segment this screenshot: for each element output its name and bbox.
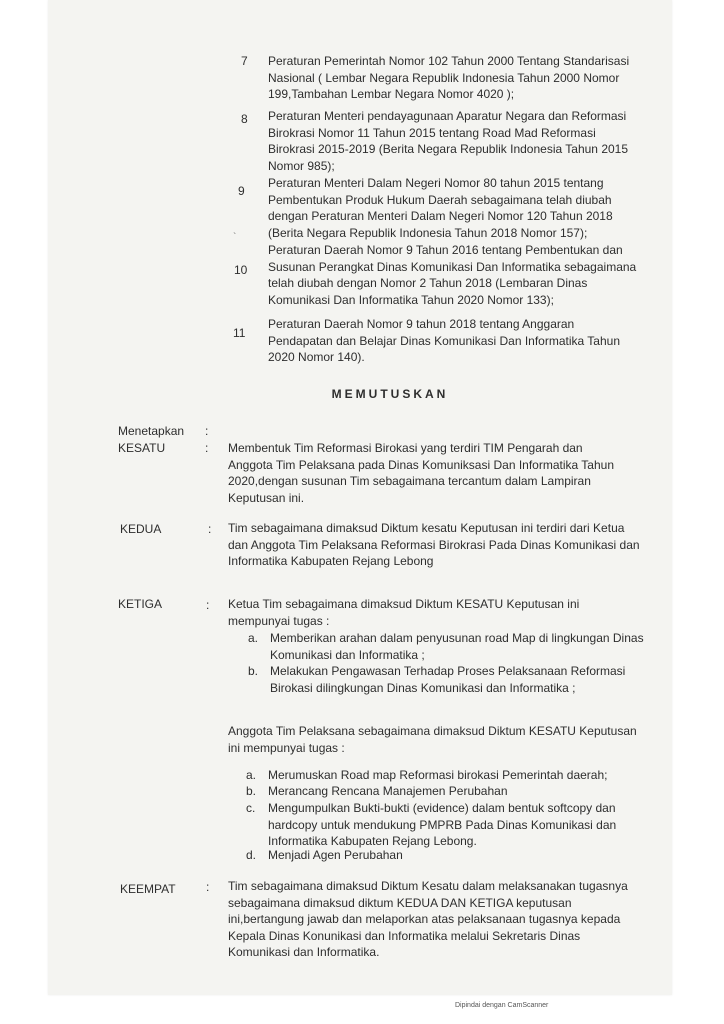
kedua-text <box>228 520 640 570</box>
paragraph-line: 2020,dengan susunan Tim sebagaimana tercantum dalam Lampiran <box>228 474 591 488</box>
keempat-text <box>228 878 648 961</box>
consideration-number: 11 <box>233 326 246 340</box>
list-letter: d. <box>246 848 257 862</box>
consideration-line: Peraturan Daerah Nomor 9 tahun 2018 tentang Anggaran <box>268 317 575 331</box>
consideration-line: Peraturan Pemerintah Nomor 102 Tahun 2000 Tentang Standarisasi <box>268 54 630 68</box>
item-line: Merancang Rencana Manajemen Perubahan <box>268 784 508 798</box>
list-item <box>248 663 648 697</box>
consideration-line: Birokrasi 2015-2019 (Berita Negara Republik Indonesia Tahun 2015 <box>268 142 629 156</box>
item-line: Memberikan arahan dalam penyusunan road Map di lingkungan Dinas <box>270 631 644 645</box>
list-item <box>246 847 646 864</box>
paragraph-line: Informatika Kabupaten Rejang Lebong <box>228 554 434 568</box>
colon: : <box>205 441 209 455</box>
kedua-label: KEDUA <box>120 522 162 536</box>
consideration-line: 199,Tambahan Lembar Negara Nomor 4020 ); <box>268 87 515 101</box>
ketiga-intro-2 <box>228 723 640 756</box>
item-line: hardcopy untuk mendukung PMPRB Pada Dinas Komunikasi dan <box>268 817 617 832</box>
paragraph-line: Ketua Tim sebagaimana dimaksud Diktum KESATU Keputusan ini <box>228 597 580 611</box>
colon: : <box>206 880 210 894</box>
paragraph-line: Kepala Dinas Konunikasi dan Informatika melalui Sekretaris Dinas <box>228 928 581 943</box>
consideration-line: Nasional ( Lembar Negara Republik Indonesia Tahun 2000 Nomor <box>268 70 620 85</box>
decision-heading: MEMUTUSKAN <box>331 387 449 401</box>
consideration-item <box>268 316 640 366</box>
list-item <box>246 783 646 800</box>
list-item-text <box>270 663 625 696</box>
consideration-number: 10 <box>234 263 248 277</box>
item-line: Komunikasi dan Informatika ; <box>270 647 425 662</box>
consideration-line: dengan Peraturan Menteri Dalam Negeri Nomor 120 Tahun 2018 <box>268 209 613 223</box>
consideration-line: 2020 Nomor 140). <box>268 350 365 364</box>
paragraph-line: Komunikasi dan Informatika. <box>228 945 380 959</box>
ketiga-label: KETIGA <box>118 597 163 611</box>
ketiga-intro <box>228 596 640 629</box>
list-item <box>248 630 648 664</box>
consideration-line: Peraturan Menteri pendayagunaan Aparatur Negara dan Reformasi <box>268 109 627 123</box>
consideration-line: Pendapatan dan Belajar Dinas Komunikasi Dan Informatika Tahun <box>268 333 620 348</box>
paragraph-line: Tim sebagaimana dimaksud Diktum kesatu Keputusan ini terdiri dari Ketua <box>228 521 625 535</box>
paragraph-line: Anggota Tim Pelaksana sebagaimana dimaksud Diktum KESATU Keputusan <box>228 724 637 738</box>
paragraph-line: sebagaimana dimaksud diktum KEDUA DAN KETIGA keputusan <box>228 895 572 910</box>
consideration-line: (Berita Negara Republik Indonesia Tahun 2018 Nomor 157); <box>268 225 588 240</box>
list-letter: b. <box>248 664 259 678</box>
item-line: Merumuskan Road map Reformasi birokasi Pemerintah daerah; <box>268 768 608 782</box>
list-item <box>246 800 646 850</box>
list-item-text <box>268 800 616 850</box>
list-letter: a. <box>248 631 259 645</box>
item-line: Menjadi Agen Perubahan <box>268 848 403 862</box>
consideration-line: Birokrasi Nomor 11 Tahun 2015 tentang Road Mad Reformasi <box>268 125 596 140</box>
list-item-text <box>268 783 508 800</box>
consideration-item <box>268 53 640 103</box>
paragraph-line: ini mempunyai tugas : <box>228 740 345 755</box>
item-line: Informatika Kabupaten Rejang Lebong. <box>268 834 477 848</box>
colon: : <box>208 522 212 536</box>
paragraph-line: mempunyai tugas : <box>228 613 330 628</box>
item-line: Melakukan Pengawasan Terhadap Proses Pelaksanaan Reformasi <box>270 664 626 678</box>
scan-mark: ` <box>233 232 237 243</box>
paragraph-line: Keputusan ini. <box>228 490 305 505</box>
list-letter: b. <box>246 784 257 798</box>
colon: : <box>205 424 209 438</box>
list-item-text <box>268 847 403 864</box>
list-item <box>246 767 646 784</box>
consideration-number: 8 <box>241 112 248 126</box>
consideration-line: Susunan Perangkat Dinas Komunikasi Dan Informatika sebagaimana <box>268 259 637 274</box>
menetapkan-label: Menetapkan <box>118 424 185 438</box>
list-letter: c. <box>246 801 256 815</box>
paragraph-line: Tim sebagaimana dimaksud Diktum Kesatu dalam melaksanakan tugasnya <box>228 879 628 893</box>
consideration-number: 7 <box>241 54 248 68</box>
consideration-line: Komunikasi Dan Informatika Tahun 2020 Nomor 133); <box>268 292 554 307</box>
paragraph-line: Membentuk Tim Reformasi Birokasi yang terdiri TIM Pengarah dan <box>228 441 583 455</box>
consideration-line: Peraturan Daerah Nomor 9 Tahun 2016 tentang Pembentukan dan <box>268 243 623 257</box>
paragraph-line: ini,bertangung jawab dan melaporkan atas pelaksanaan tugasnya kepada <box>228 912 621 926</box>
kesatu-label: KESATU <box>118 441 166 455</box>
consideration-line: Peraturan Menteri Dalam Negeri Nomor 80 tahun 2015 tentang <box>268 176 604 190</box>
item-line: Mengumpulkan Bukti-bukti (evidence) dalam bentuk softcopy dan <box>268 801 616 815</box>
consideration-number: 9 <box>238 184 245 198</box>
consideration-item <box>268 175 640 241</box>
scanner-footer: Dipindai dengan CamScanner <box>455 1002 549 1009</box>
kesatu-text <box>228 440 640 506</box>
item-line: Birokasi dilingkungan Dinas Komunikasi dan Informatika ; <box>270 680 576 695</box>
consideration-line: Nomor 985); <box>268 158 335 173</box>
consideration-item <box>268 242 640 308</box>
keempat-label: KEEMPAT <box>120 882 176 896</box>
consideration-item <box>268 108 640 174</box>
list-item-text <box>270 630 644 663</box>
list-item-text <box>268 767 608 784</box>
consideration-line: Pembentukan Produk Hukum Daerah sebagaimana telah diubah <box>268 192 612 207</box>
paragraph-line: Anggota Tim Pelaksana pada Dinas Komuniksasi Dan Informatika Tahun <box>228 457 614 472</box>
list-letter: a. <box>246 768 257 782</box>
consideration-line: telah diubah dengan Nomor 2 Tahun 2018 (Lembaran Dinas <box>268 276 588 290</box>
paragraph-line: dan Anggota Tim Pelaksana Reformasi Birokrasi Pada Dinas Komunikasi dan <box>228 537 640 552</box>
colon: : <box>206 598 210 612</box>
